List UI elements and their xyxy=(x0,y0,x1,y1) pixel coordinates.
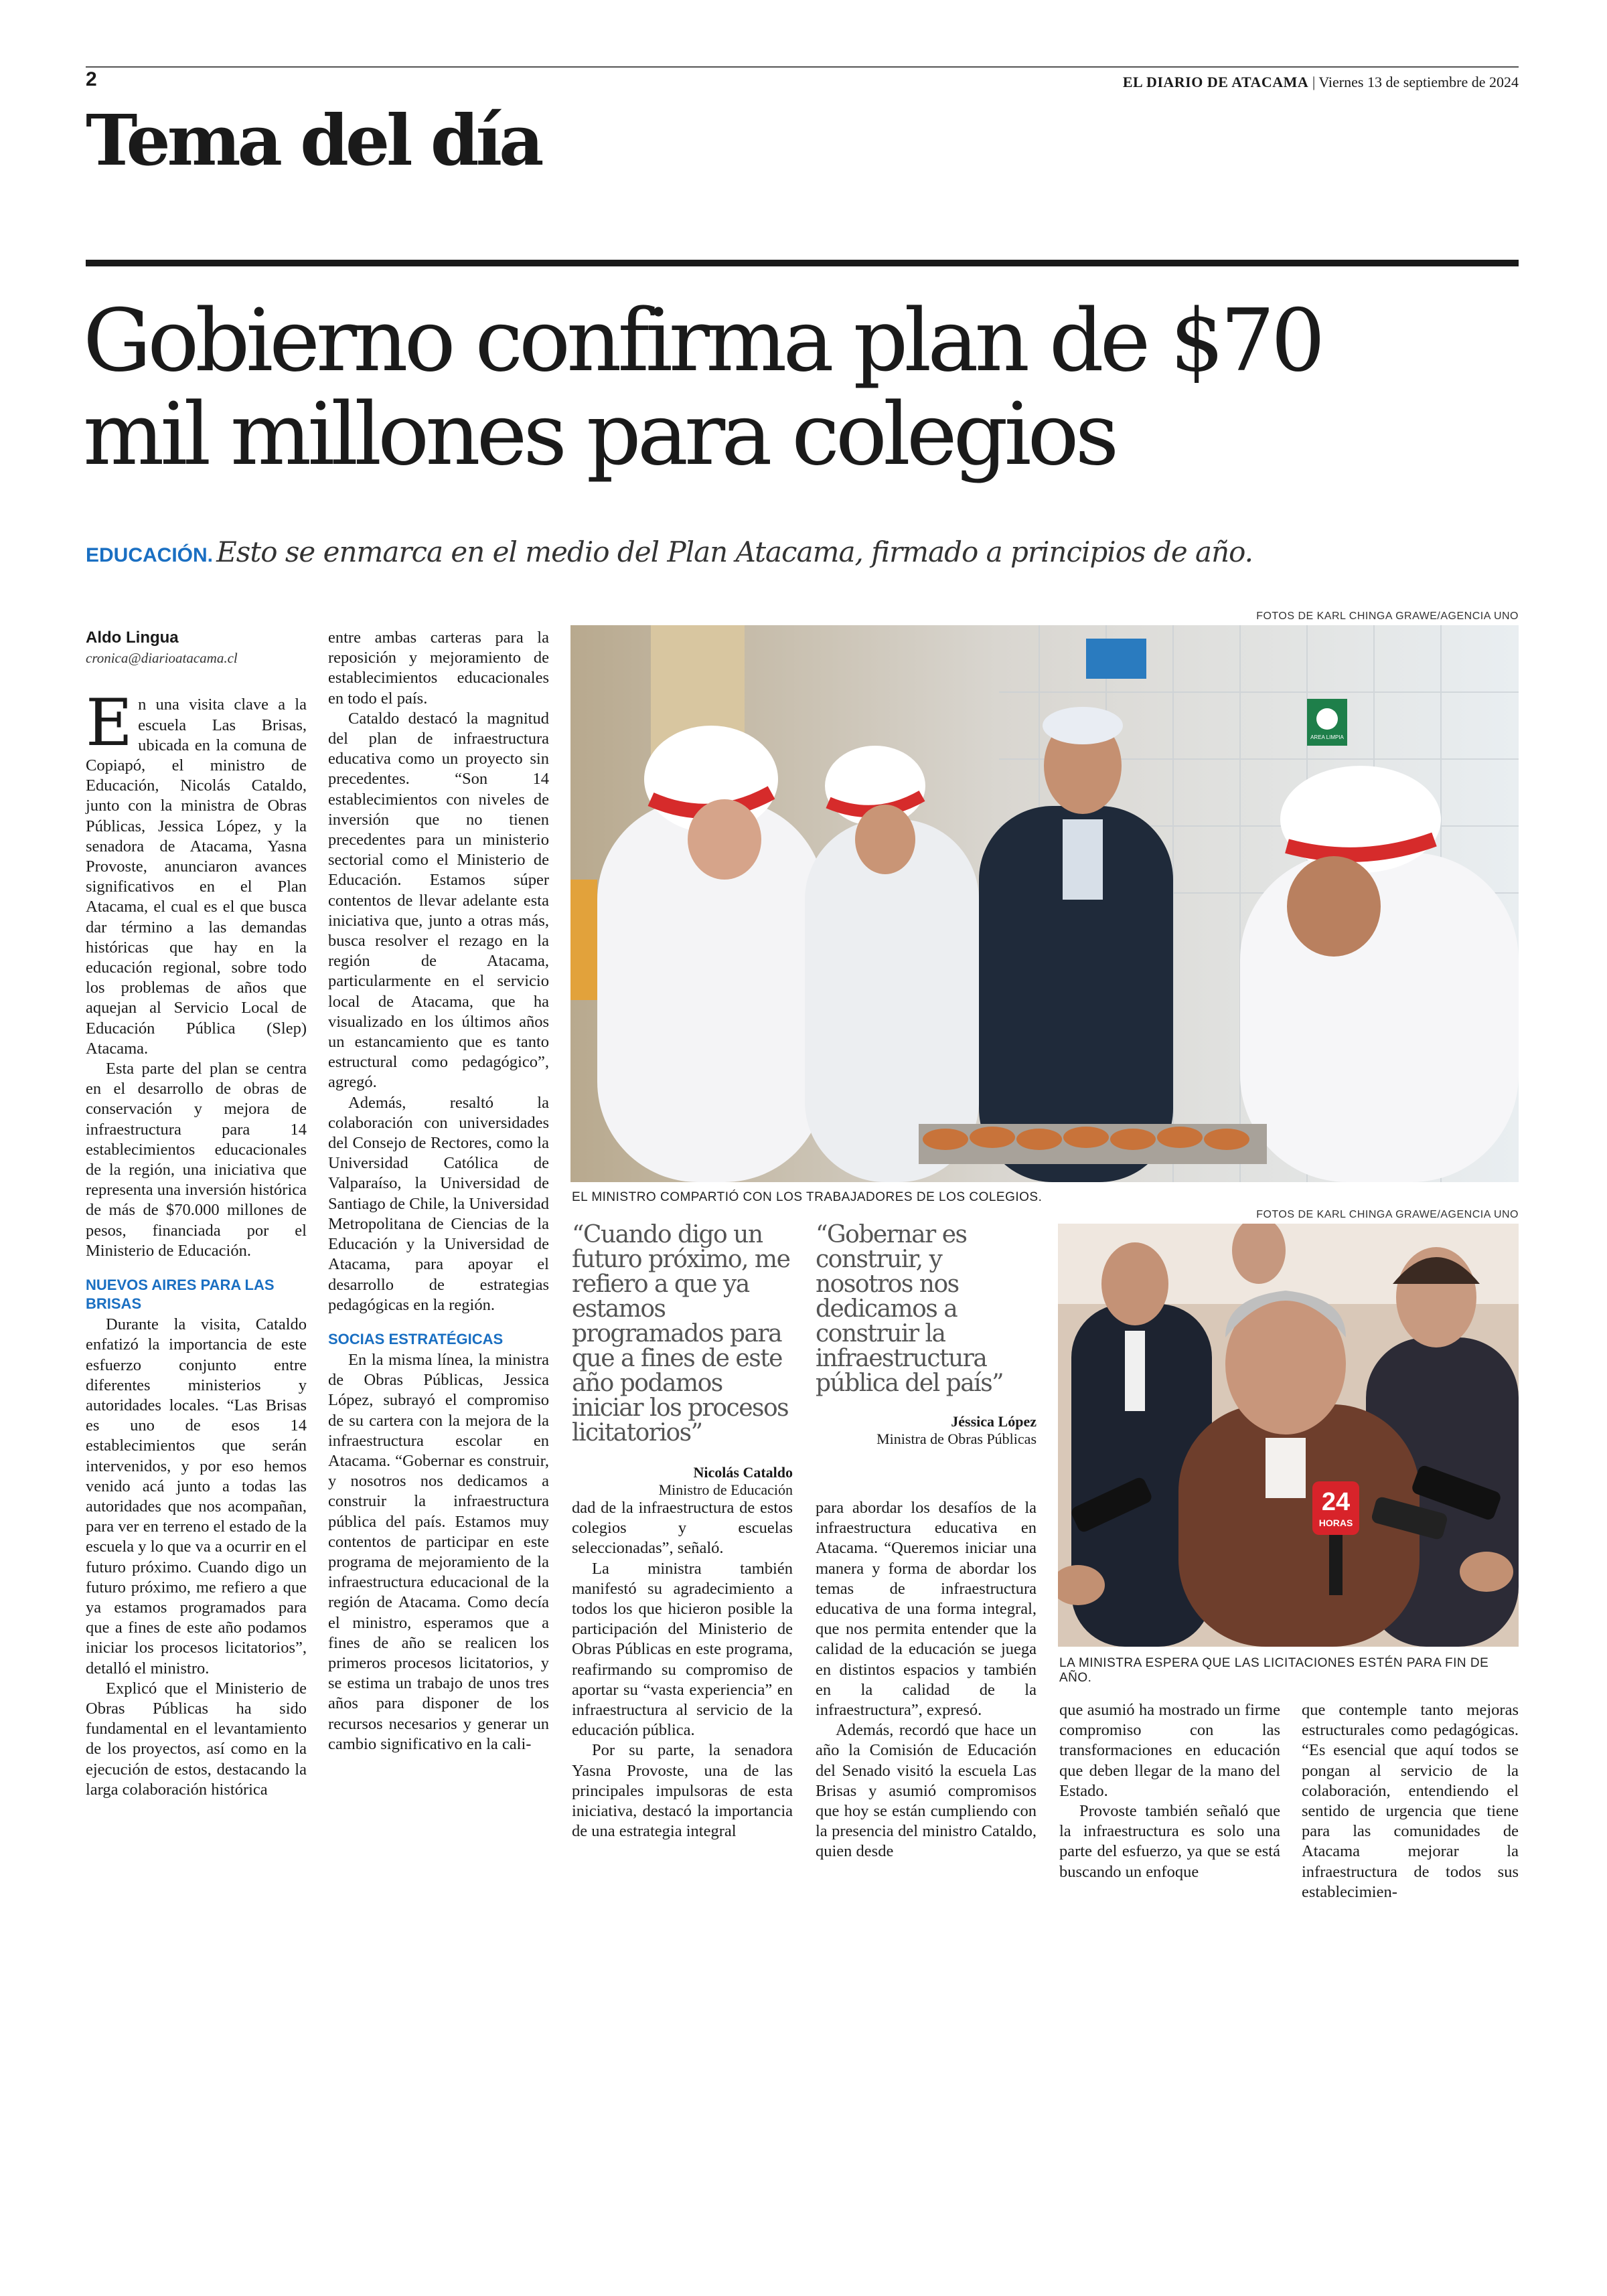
paragraph: dad de la infraestructura de estos colegios y escuelas seleccionadas”, señaló. xyxy=(572,1499,793,1558)
paragraph: Explicó que el Ministerio de Obras Públicas ha sido fundamental en el levantamiento de los proyectos, así como en la ejecución de estos, destacando la larga colaboración histórica xyxy=(86,1679,307,1799)
headline-line-2: mil millones para colegios xyxy=(83,385,1116,485)
author-email: cronica@diarioatacama.cl xyxy=(86,650,238,667)
masthead xyxy=(1123,74,1519,91)
subhead-socias: SOCIAS ESTRATÉGICAS xyxy=(328,1330,504,1347)
column-2 xyxy=(328,628,549,1754)
headline-line-1: Gobierno confirma plan de $70 xyxy=(83,291,1322,391)
column-6 xyxy=(1302,1700,1519,1902)
photo-caption-2: LA MINISTRA ESPERA QUE LAS LICITACIONES ESTÉN PARA FIN DE AÑO. xyxy=(1059,1656,1489,1685)
masthead-separator: | xyxy=(1312,74,1316,90)
paragraph: que asumió ha mostrado un firme compromiso con las transformaciones en educación que deben llegar de la mano del Estado. xyxy=(1059,1701,1280,1800)
quote-author: Nicolás Cataldo xyxy=(693,1464,793,1481)
kicker: EDUCACIÓN. xyxy=(86,544,214,566)
quote-author: Jéssica López xyxy=(951,1413,1037,1430)
photo-credit-1: FOTOS DE KARL CHINGA GRAWE/AGENCIA UNO xyxy=(1256,610,1519,622)
column-5 xyxy=(1059,1700,1280,1882)
column-3 xyxy=(572,1498,793,1841)
paragraph: entre ambas carteras para la reposición y mejoramiento de establecimientos educacionales en todo el país. xyxy=(328,629,549,708)
paragraph: para abordar los desafíos de la infraestructura educativa en Atacama. “Queremos iniciar una manera y forma de abordar los temas de infraestructura educativa de una forma integral, que nos permita entender que la calidad de la educación se juega en distintos espacios y también en la calidad de la infraestructura”, expresó. xyxy=(816,1499,1037,1720)
headline xyxy=(83,291,1523,485)
area-limpia-sign: AREA LIMPIA xyxy=(1310,734,1344,740)
section-rule xyxy=(86,260,1519,266)
photo-credit-2: FOTOS DE KARL CHINGA GRAWE/AGENCIA UNO xyxy=(1256,1209,1519,1220)
column-1 xyxy=(86,628,307,1800)
photo-caption-1: EL MINISTRO COMPARTIÓ CON LOS TRABAJADORES DE LOS COLEGIOS. xyxy=(572,1190,1043,1204)
press-photo-image xyxy=(1058,1224,1519,1647)
lead-paragraph: En una visita clave a la escuela Las Brisas, ubicada en la comuna de Copiapó, el ministro de Educación, Nicolás Cataldo, junto con la ministra de Obras Públicas, Jessica López, y la senadora de Atacama, Yasna Provoste, anunciaron avances significativos en el Plan Atacama, el cual es el que busca dar término a las demandas históricas que hay en la educación regional, sobre todo los problemas de años que aquejan al Servicio Local de Educación Pública (Slep) Atacama. xyxy=(86,685,307,1058)
pull-quote-cataldo xyxy=(572,1222,793,1499)
paragraph: Durante la visita, Cataldo enfatizó la importancia de este esfuerzo conjunto entre diferentes ministerios y autoridades locales. “Las Brisas es uno de esos 14 establecimientos que serán intervenidos, y por eso hemos venido acá junto a todas las autoridades que nos acompañan, para ver en terreno el estado de la escuela y lo que va a ocurrir en el futuro próximo. Cuando digo un futuro próximo, me refiero a que ya estamos programados para que a fines de este año podamos iniciar los procesos licitatorios”, detalló el ministro. xyxy=(86,1315,307,1677)
quote-author-role: Ministra de Obras Públicas xyxy=(876,1430,1037,1447)
mic-24-number: 24 xyxy=(1321,1488,1351,1516)
paragraph: Por su parte, la senadora Yasna Provoste, una de las principales impulsoras de esta iniciativa, destacó la importancia de una estrategia integral xyxy=(572,1741,793,1841)
paragraph: Además, resaltó la colaboración con universidades del Consejo de Rectores, como la Universidad Católica de Valparaíso, la Universidad de Santiago de Chile, la Universidad Metropolitana de Ciencias de la Educación y la Universidad de Atacama, para apoyar el desarrollo de estrategias pedagógicas en la región. xyxy=(328,1093,549,1314)
deck-line xyxy=(86,536,1253,568)
press-photo xyxy=(1058,1224,1519,1647)
paper-name: EL DIARIO DE ATACAMA xyxy=(1122,74,1309,90)
paragraph: Además, recordó que hace un año la Comisión de Educación del Senado visitó la escuela Las Brisas y asumió compromisos que hoy se están cumpliendo con la presencia del ministro Cataldo, quien desde xyxy=(816,1721,1037,1861)
quote-author-role: Ministro de Educación xyxy=(658,1481,793,1498)
issue-date: Viernes 13 de septiembre de 2024 xyxy=(1318,74,1519,90)
subhead-nuevos-aires: NUEVOS AIRES PARA LAS BRISAS xyxy=(86,1277,275,1313)
page-number: 2 xyxy=(86,68,97,90)
quote-text: “Gobernar es construir, y nosotros nos dedicamos a construir la infraestructura pública del país” xyxy=(816,1221,1004,1397)
column-4 xyxy=(816,1498,1037,1862)
paragraph: La ministra también manifestó su agradecimiento a todos los que hicieron posible la participación del Ministerio de Obras Públicas en este programa, reafirmando su compromiso de aportar su “vasta experiencia” en infraestructura al servicio de la educación pública. xyxy=(572,1559,793,1740)
section-title: Tema del día xyxy=(86,99,541,181)
author-name: Aldo Lingua xyxy=(86,629,179,647)
pull-quote-lopez xyxy=(816,1222,1037,1448)
paragraph: Cataldo destacó la magnitud del plan de infraestructura educativa como un proyecto sin precedentes. “Son 14 establecimientos con niveles de inversión que no tienen precedentes para un ministerio sectorial como el Ministerio de Educación. Estamos súper contentos de llevar adelante esta iniciativa que, junto a otras más, busca resolver el rezago en la región de Atacama, particularmente en el servicio local de Atacama, que ha visualizado en los últimos años un estancamiento que es tanto estructural como pedagógico”, agregó. xyxy=(328,709,549,1092)
kitchen-photo-image xyxy=(570,625,1519,1182)
paragraph: Provoste también señaló que la infraestructura es solo una parte del esfuerzo, ya que se está buscando un enfoque xyxy=(1059,1802,1280,1881)
deck: Esto se enmarca en el medio del Plan Atacama, firmado a principios de año. xyxy=(216,536,1253,568)
paragraph: En la misma línea, la ministra de Obras Públicas, Jessica López, subrayó el compromiso de su cartera con la mejora de la infraestructura escolar en Atacama. “Gobernar es construir, y nosotros nos dedicamos a construir la infraestructura pública del país. Estamos muy contentos de participar en este programa de mejoramiento de la infraestructura educacional de la región de Atacama. Como decía el ministro, esperamos que a fines de año se realicen los primeros procesos licitatorios, y se estima un trabajo de unos tres años para disponer de los recursos necesarios y generar un cambio significativo en la cali- xyxy=(328,1350,549,1753)
kitchen-photo xyxy=(570,625,1519,1182)
paragraph: Esta parte del plan se centra en el desarrollo de obras de conservación y mejora de infraestructura para 14 establecimientos educacionales de la región, una iniciativa que representa una inversión histórica de más de $70.000 millones de pesos, financiada por el Ministerio de Educación. xyxy=(86,1060,307,1260)
paragraph: que contemple tanto mejoras estructurales como pedagógicas. “Es esencial que aquí todos se pongan al servicio de la colaboración, entendiendo el sentido de urgencia que tiene para las comunidades de Atacama mejorar la infraestructura de todos sus establecimien- xyxy=(1302,1701,1519,1901)
top-rule xyxy=(86,66,1519,68)
drop-cap: E xyxy=(86,685,133,761)
mic-24-label: HORAS xyxy=(1318,1518,1353,1528)
quote-text: “Cuando digo un futuro próximo, me refiero a que ya estamos programados para que a fines de este año podamos iniciar los procesos licitatorios” xyxy=(572,1221,790,1447)
